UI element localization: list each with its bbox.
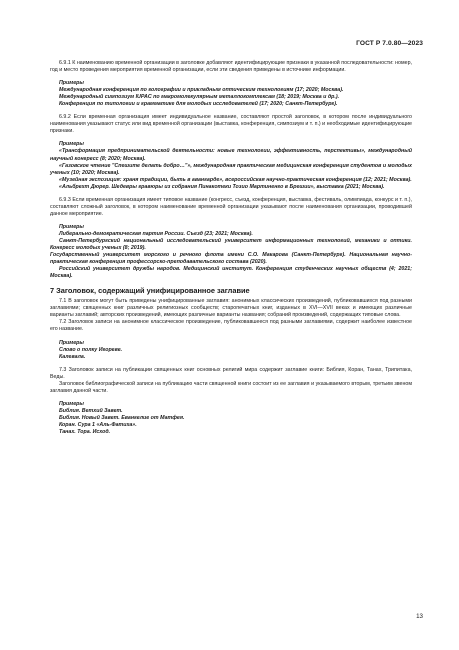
paragraph-6-9-1: 6.9.1 К наименованию временной организации в заголовке добавляют идентифицирующие признаки в указанной последовательности: номер, год и место проведения мероприятия временной организации, если эти сведения приведены в источнике информации.	[50, 60, 412, 74]
example-6-9-3-d: Российский университет дружбы народов. Медицинский институт. Конференция студенческих научных обществ (4; 2021; Москва).	[50, 266, 412, 280]
examples-label: Примеры	[59, 80, 84, 87]
example-6-9-1-c: Конференция по типологии и грамматике для молодых исследователей (17; 2020; Санкт-Петербург).	[59, 101, 338, 108]
example-6-9-1-b: Международный симпозиум IUPAC по макромолекулярным металлокомплексам (18; 2019; Москва и др.).	[59, 94, 340, 101]
paragraph-7-1: 7.1 В заголовок могут быть приведены унифицированные заглавия: анонимных классических произведений, публиковавшихся под разными заглавиями; священных книг различных религиозных сообществ; старопечатных книг, изданных в XVI—XVII веках и имеющих различные варианты заглавий; авторских произведений, имеющих различные варианты названия; собраний произведений, содержащих типовые слова.	[50, 298, 412, 319]
page-content	[50, 60, 412, 436]
paragraph-7-3: 7.3 Заголовок записи на публикации священных книг основных религий мира содержит заглавие книги: Библия, Коран, Танах, Трипитака, Веды.	[50, 366, 412, 380]
example-7-2-a: Слово о полку Игореве.	[59, 346, 123, 353]
example-7-3-b: Библия. Новый Завет. Евангелие от Матфея.	[59, 414, 185, 421]
example-6-9-3-b: Санкт-Петербургский национальный исследовательский университет информационных технологий, механики и оптики. Конгресс молодых ученых (8; 2019).	[50, 237, 412, 252]
document-code-header: ГОСТ Р 7.0.80—2023	[356, 40, 423, 47]
paragraph-6-9-3: 6.9.3 Если временная организация имеет типовое название (конгресс, съезд, конференция, выставка, фестиваль, олимпиада, конкурс и т. п.), составляют сложный заголовок, в котором наименование временной организации указывают после наименования организации, проводившей данное мероприятие.	[50, 196, 412, 217]
paragraph-7-2: 7.2 Заголовок записи на анонимное классическое произведение, публиковавшееся под разными заглавиями, содержит наиболее известное его название.	[50, 319, 412, 333]
example-7-3-a: Библия. Ветхий Завет.	[59, 407, 123, 414]
example-7-3-d: Танах. Тора. Исход.	[59, 429, 111, 436]
page-number: 13	[416, 613, 423, 620]
paragraph-7-3-continued: Заголовок библиографической записи на публикацию части священной книги состоит из ее заглавия и указываемого вторым, третьим звеном заглавия данной части.	[50, 380, 412, 394]
example-6-9-3-c: Государственный университет морского и речного флота имени С.О. Макарова (Санкт-Петербург). Национальная научно-практическая конференция профессорско-преподавательского состава (2020).	[50, 252, 412, 266]
examples-label: Примеры	[59, 339, 84, 346]
examples-label: Примеры	[59, 400, 84, 407]
example-6-9-1-a: Международная конференция по голографии и прикладным оптическим технологиям (17; 2020; Москва).	[59, 87, 344, 94]
section-7-heading: 7 Заголовок, содержащий унифицированное заглавие	[50, 286, 250, 296]
examples-label: Примеры	[59, 223, 84, 230]
example-6-9-2-d: «Альбрехт Дюрер. Шедевры гравюры из собрания Пинакотеки Тозио Мартиненго в Брешии», выставка (2021; Москва).	[59, 183, 385, 190]
paragraph-6-9-2: 6.9.2 Если временная организация имеет индивидуальное название, составляют простой заголовок, в котором после индивидуального наименования указывают статус или вид временной организации (выставка, конференция, симпозиум и т. п.) и необходимые идентифицирующие признаки.	[50, 114, 412, 135]
example-7-2-b: Калевала.	[59, 353, 86, 360]
example-6-9-2-a: «Трансформация предпринимательской деятельности: новые технологии, эффективность, перспективы», международный научный конгресс (8; 2020; Москва).	[50, 148, 412, 162]
examples-label: Примеры	[59, 141, 84, 148]
example-6-9-3-a: Либерально-демократическая партия России. Съезд (23; 2021; Москва).	[59, 230, 253, 237]
example-6-9-2-b: «Газовское чтение "Спешите делать добро…"», международная практическая медицинская конференция студентов и молодых ученых (10; 2020; Москва).	[50, 162, 412, 176]
example-7-3-c: Коран. Сура 1 «Аль-Фатиха».	[59, 421, 137, 428]
example-6-9-2-c: «Музейная экспозиция: храня традиции, быть в авангарде», всероссийская научно-практическая конференция (12; 2021; Москва).	[59, 176, 412, 183]
